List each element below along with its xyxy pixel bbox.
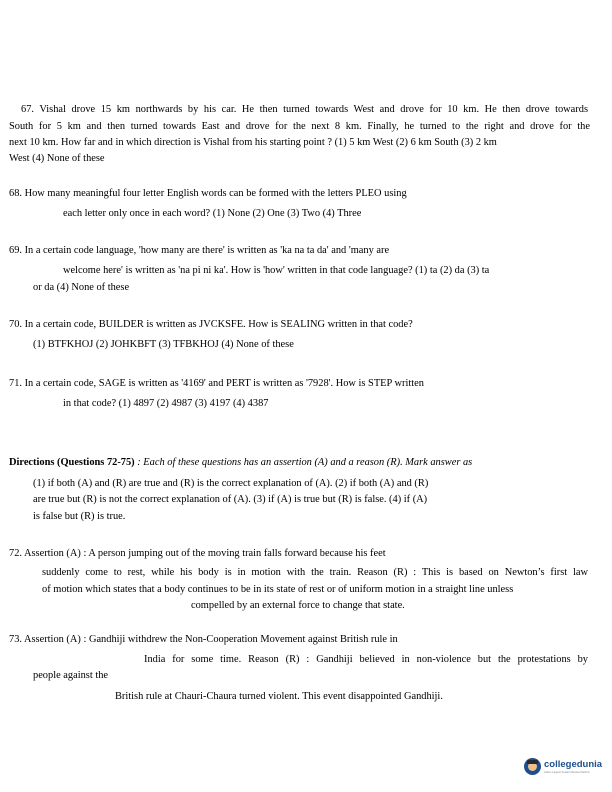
q73-line-3: people against the — [33, 670, 109, 681]
collegedunia-logo — [524, 757, 606, 779]
q69-line-3: or da (4) None of these — [33, 282, 130, 293]
q67-line-1: 67. Vishal drove 15 km northwards by his car. He then turned towards West and drove for 10 km. He then drove towards — [21, 104, 588, 115]
logo-tagline: India's Largest Student Review Platform — [544, 771, 591, 774]
directions-label: Directions (Questions 72-75) — [9, 457, 135, 468]
logo-name: collegedunia — [544, 759, 603, 770]
q72-line-3: of motion which states that a body continues to be in its state of rest or of uniform motion in a straight line unless — [42, 584, 514, 595]
q67-line-2: South for 5 km and then turned towards East and drove for the next 8 km. Finally, he turned to the right and drove for the — [9, 121, 590, 132]
q70-line-2: (1) BTFKHOJ (2) JOHKBFT (3) TFBKHOJ (4) None of these — [33, 339, 294, 350]
q73-line-1: 73. Assertion (A) : Gandhiji withdrew the Non-Cooperation Movement against British rule in — [9, 634, 398, 645]
q71-line-2: in that code? (1) 4897 (2) 4987 (3) 4197 (4) 4387 — [63, 398, 269, 409]
q69-line-2: welcome here' is written as 'na pi ni ka'. How is 'how' written in that code language? (1) ta (2) da (3) ta — [63, 265, 490, 276]
q73-line-2: India for some time. Reason (R) : Gandhiji believed in non-violence but the protestations by — [144, 654, 588, 665]
q70-line-1: 70. In a certain code, BUILDER is written as JVCKSFE. How is SEALING written in that code? — [9, 319, 413, 330]
mascot-icon — [524, 758, 541, 775]
directions-line-2: are true but (R) is not the correct explanation of (A). (3) if (A) is true but (R) is false. (4) if (A) — [33, 494, 428, 505]
q67-line-3: next 10 km. How far and in which direction is Vishal from his starting point ? (1) 5 km West (2) 6 km South (3) 2 km — [9, 137, 497, 148]
q72-line-2: suddenly come to rest, while his body is in motion with the train. Reason (R) : This is based on Newton’s first law — [42, 567, 588, 578]
q68-line-1: 68. How many meaningful four letter English words can be formed with the letters PLEO using — [9, 188, 407, 199]
directions-line-1: (1) if both (A) and (R) are true and (R) is the correct explanation of (A). (2) if both (A) and (R) — [33, 478, 429, 489]
directions-line-3: is false but (R) is true. — [33, 511, 126, 522]
q72-line-4: compelled by an external force to change that state. — [191, 600, 405, 611]
directions-text: : Each of these questions has an assertion (A) and a reason (R). Mark answer as — [134, 457, 473, 468]
q69-line-1: 69. In a certain code language, 'how many are there' is written as 'ka na ta da' and 'many are — [9, 245, 390, 256]
q73-line-4: British rule at Chauri-Chaura turned violent. This event disappointed Gandhiji. — [115, 691, 443, 702]
q71-line-1: 71. In a certain code, SAGE is written as '4169' and PERT is written as '7928'. How is STEP written — [9, 378, 424, 389]
q72-line-1: 72. Assertion (A) : A person jumping out of the moving train falls forward because his feet — [9, 548, 386, 559]
directions-heading — [9, 456, 472, 469]
q67-line-4: West (4) None of these — [9, 153, 105, 164]
q68-line-2: each letter only once in each word? (1) None (2) One (3) Two (4) Three — [63, 208, 362, 219]
